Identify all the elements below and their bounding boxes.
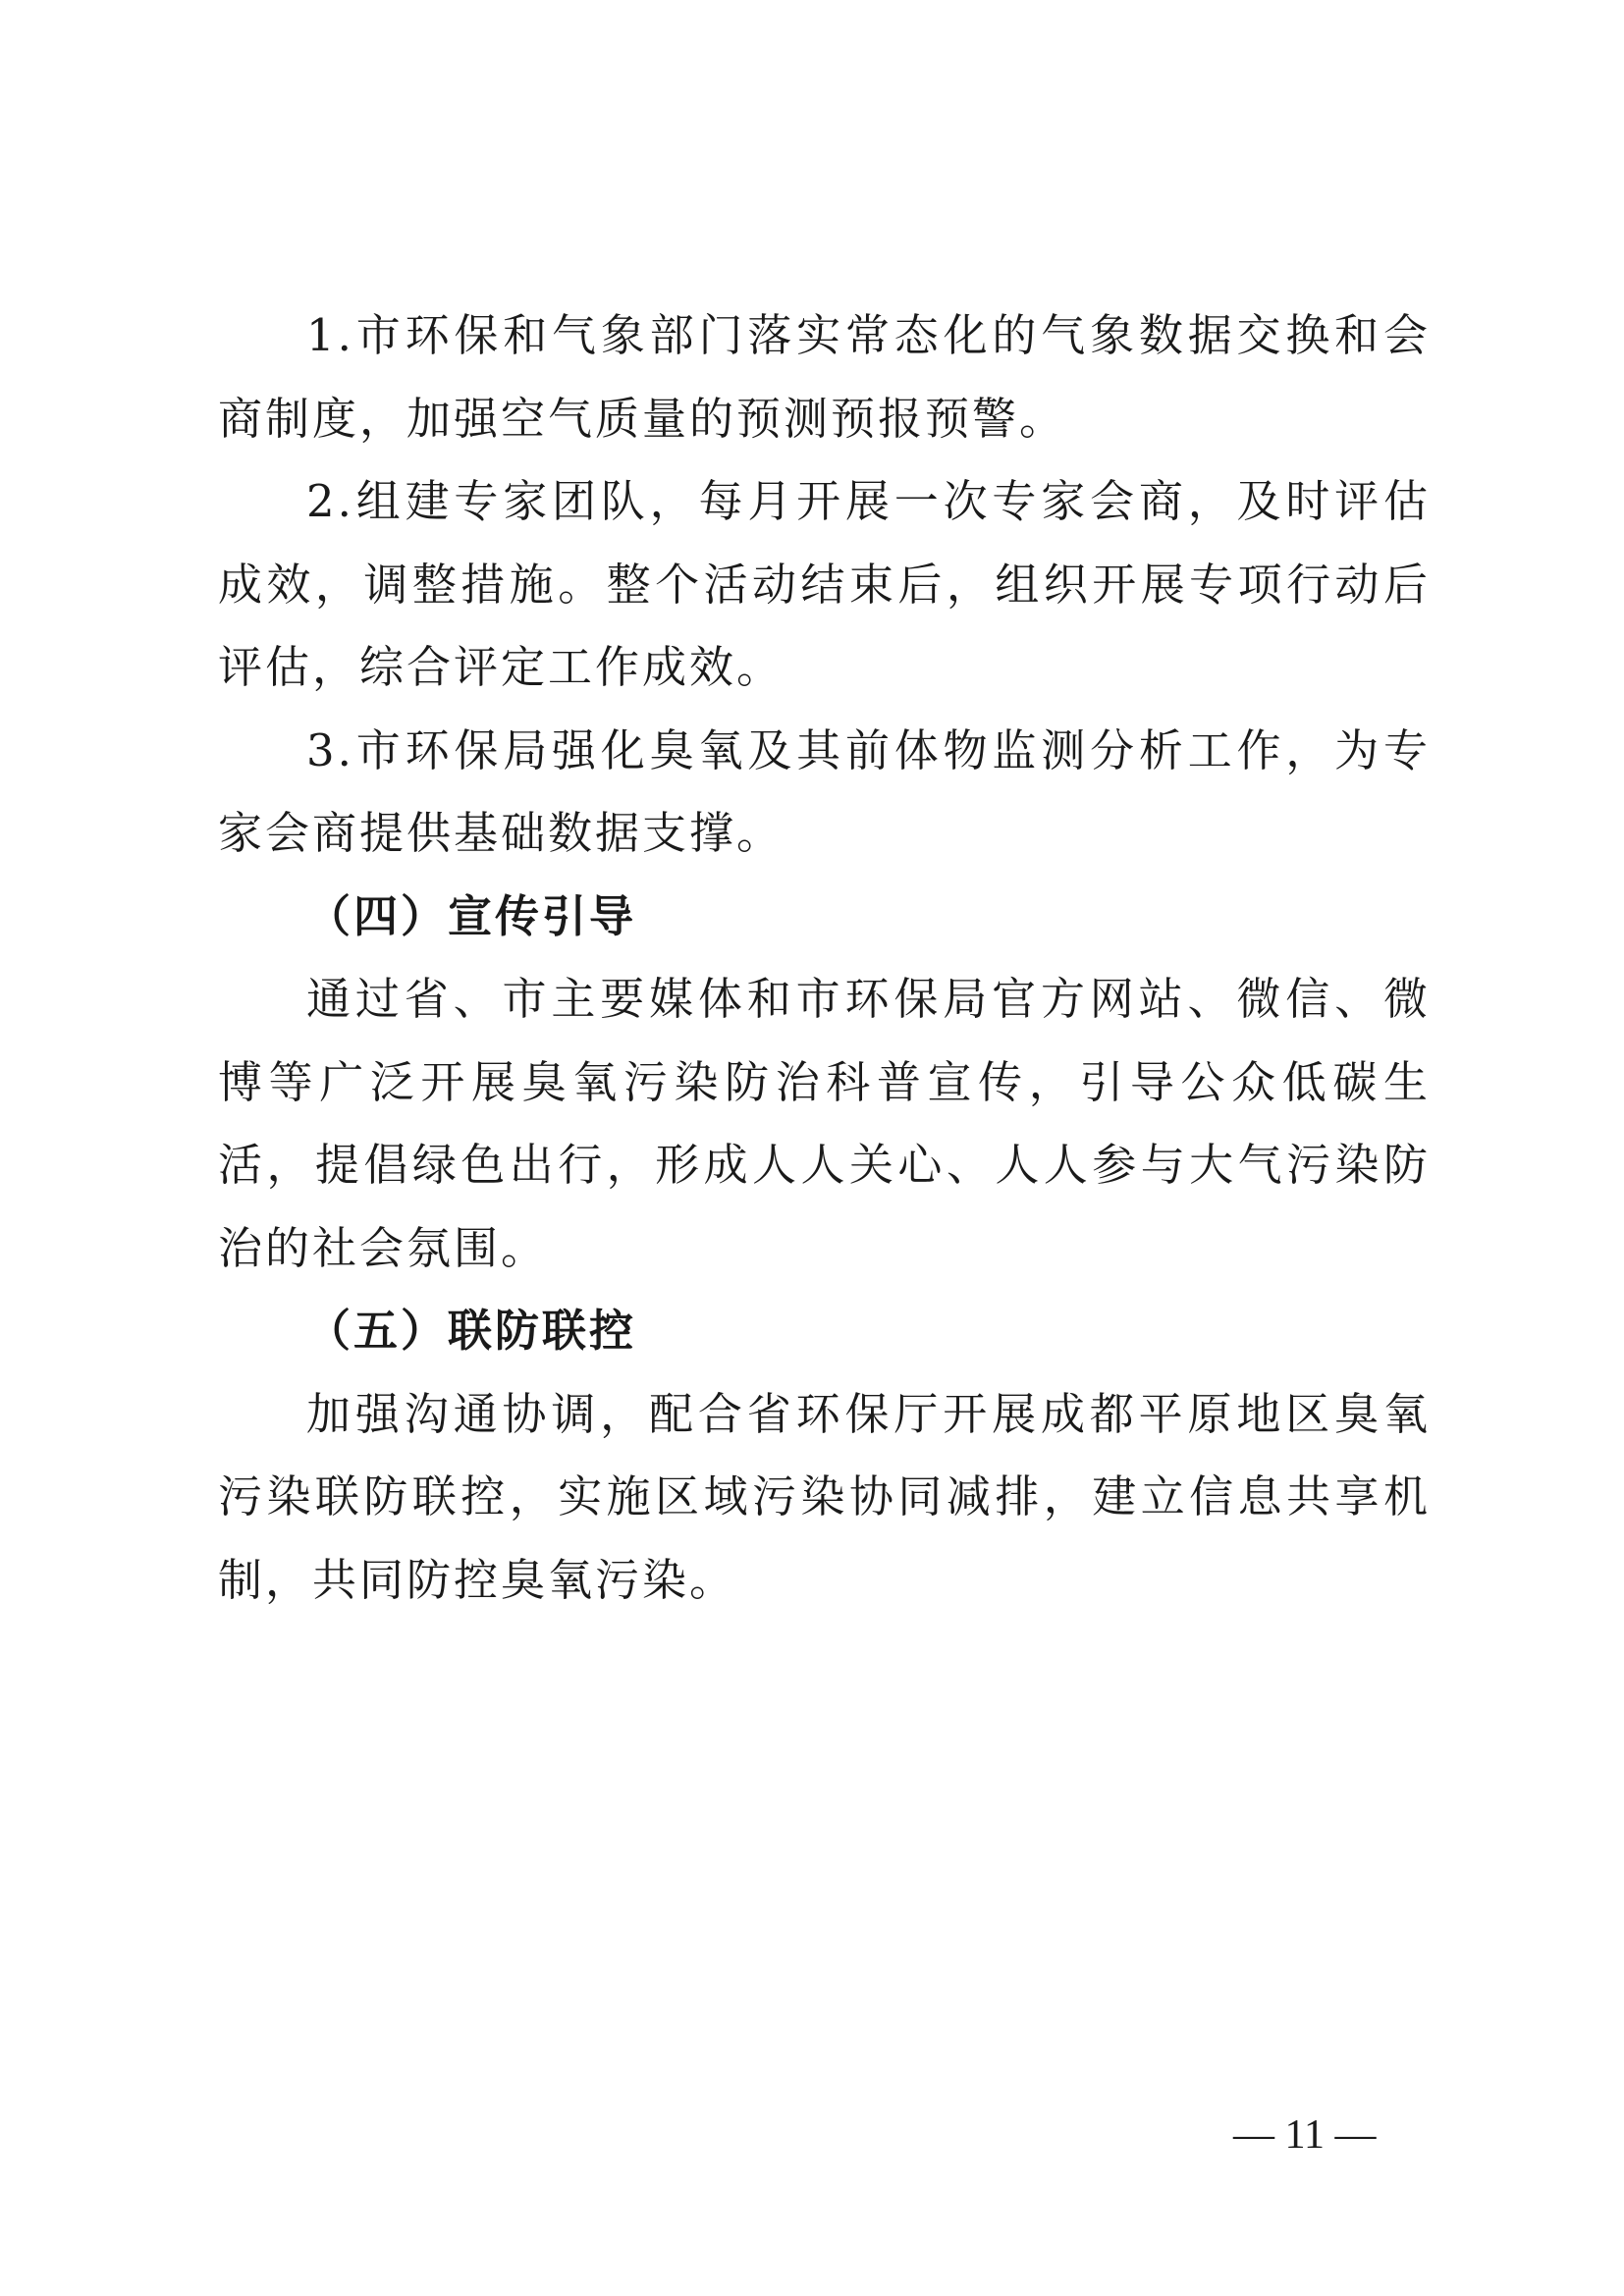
section-heading-publicity: （四）宣传引导	[306, 889, 637, 942]
paragraph-joint-control: 加强沟通协调，配合省环保厅开展成都平原地区臭氧污染联防联控，实施区域污染协同减排，建立信息共享机制，共同防控臭氧污染。	[218, 1387, 1431, 1606]
section-heading-joint-control: （五）联防联控	[306, 1305, 637, 1357]
paragraph-forecast-exchange: 1.市环保和气象部门落实常态化的气象数据交换和会商制度，加强空气质量的预测预报预警。	[218, 309, 1431, 445]
paragraph-publicity: 通过省、市主要媒体和市环保局官方网站、微信、微博等广泛开展臭氧污染防治科普宣传，引导公众低碳生活，提倡绿色出行，形成人人关心、人人参与大气污染防治的社会氛围。	[218, 973, 1431, 1274]
document-body	[218, 294, 1431, 1622]
paragraph-expert-team: 2.组建专家团队，每月开展一次专家会商，及时评估成效，调整措施。整个活动结束后，组织开展专项行动后评估，综合评定工作成效。	[218, 475, 1431, 693]
page-number: — 11 —	[1233, 2112, 1377, 2158]
paragraph-ozone-monitoring: 3.市环保局强化臭氧及其前体物监测分析工作，为专家会商提供基础数据支撑。	[218, 723, 1431, 859]
